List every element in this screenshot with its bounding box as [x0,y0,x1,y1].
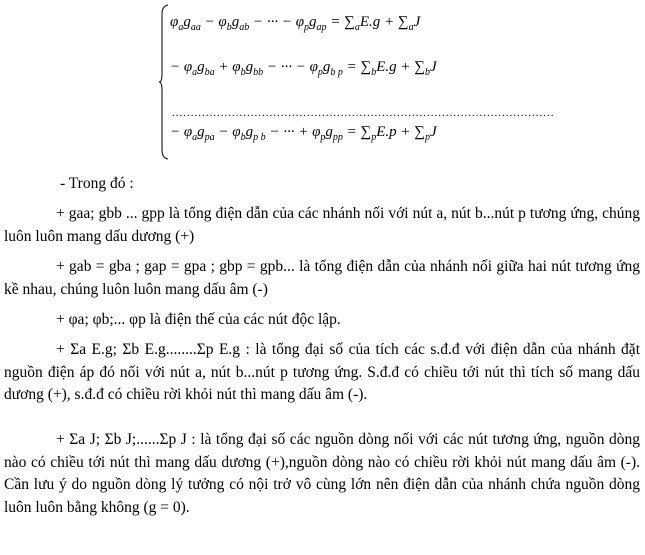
equation-row-1: $\varphi_ag_{aa} - \varphi_bg_{ab}$ − ··· − $\varphi_pg_{ap} = \sum_aE.g + \sum_aJ$ [170,14,421,33]
left-brace [158,4,170,160]
equation-ellipsis: ...................................................................................................... [172,107,555,119]
equation-row-2: − $\varphi_ag_{ba} + \varphi_bg_{bb}$ − ··· − $\varphi_pg_{b p} = \sum_bE.g + \sum_bJ$ [170,59,437,78]
paragraph-2: + gab = gba ; gap = gpa ; gbp = gpb... là tổng điện dẫn của nhánh nối giữa hai nút tương ứng kề nhau, chúng luôn luôn mang dấu âm (-) [4,258,640,298]
equation-system [158,4,555,160]
equation-row-3: − $\varphi_ag_{pa} - \varphi_bg_{p b}$ − ··· + $\varphi_pg_{pp} = \sum_pE.p + \sum_pJ$ [170,124,437,143]
paragraph-5: + Σa J; Σb J;......Σp J : là tổng đại số các nguồn dòng nối với các nút tương ứng, nguồn dòng nào có chiều tới nút thì mang dấu dương (+),nguồn dòng nào có chiều rời khỏi nút mang dấu âm (-). Cần lưu ý do nguồn dòng lý tưởng có nội trở vô cùng lớn nên điện dẫn của nhánh chứa nguồn dòng luôn luôn bằng không (g = 0). [4,431,640,516]
intro-text: - Trong đó : [60,175,134,192]
paragraph-4: + Σa E.g; Σb E.g........Σp E.g : là tổng đại số của tích các s.đ.đ với điện dẫn của nhánh đặt nguồn điện áp đó nối với nút a, nút b...nút p tương ứng. S.đ.đ có chiều tới nút thì tích số mang dấu dương (+), s.đ.đ có chiều rời khỏi nút thì mang dấu âm (-). [4,341,640,403]
paragraph-3: + φa; φb;... φp là điện thế của các nút độc lập. [56,311,341,328]
paragraph-1: + gaa; gbb ... gpp là tổng điện dẫn của các nhánh nối với nút a, nút b...nút p tương ứng, chúng luôn luôn mang dấu dương (+) [4,205,640,245]
